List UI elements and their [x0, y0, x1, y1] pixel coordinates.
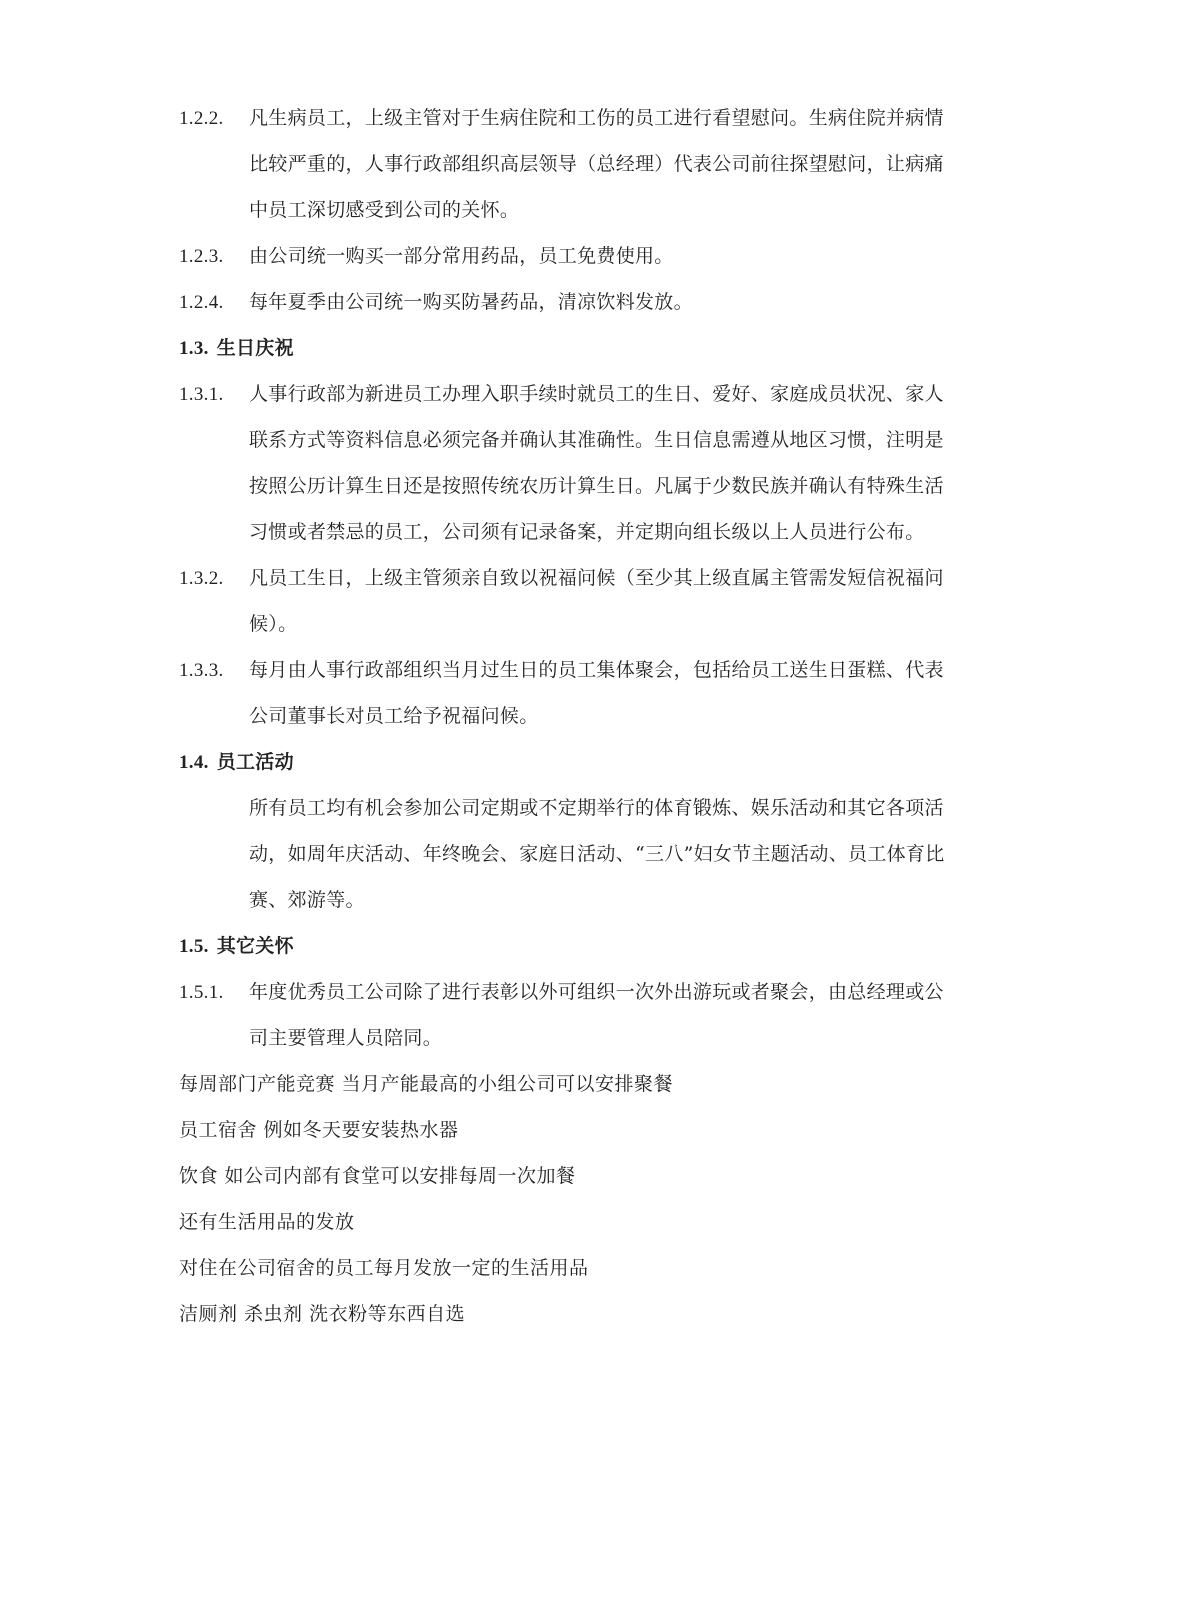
section-number: 1.3.: [179, 338, 209, 359]
item-1-3-1-line-4: 习惯或者禁忌的员工，公司须有记录备案，并定期向组长级以上人员进行公布。: [249, 521, 925, 543]
item-number: 1.2.4.: [179, 292, 224, 313]
item-1-3-1-line-2: 联系方式等资料信息必须完备并确认其准确性。生日信息需遵从地区习惯，注明是: [249, 429, 944, 451]
item-1-3-1-line-1: [179, 371, 1019, 417]
item-1-5-1-line-2: 司主要管理人员陪同。: [249, 1027, 443, 1049]
item-text: 凡员工生日，上级主管须亲自致以祝福问候（至少其上级直属主管需发短信祝福问: [249, 567, 944, 589]
section-heading-1-5: [179, 923, 1019, 969]
section-number: 1.4.: [179, 752, 209, 773]
item-number: 1.5.1.: [179, 982, 224, 1003]
item-1-3-1-line-3: 按照公历计算生日还是按照传统农历计算生日。凡属于少数民族并确认有特殊生活: [249, 475, 944, 497]
item-1-2-3-line-1: [179, 233, 1019, 279]
item-number: 1.2.3.: [179, 246, 224, 267]
section-heading-1-3: [179, 325, 1019, 371]
note-line: 洁厕剂 杀虫剂 洗衣粉等东西自选: [179, 1303, 466, 1325]
item-1-3-3-line-1: [179, 647, 1019, 693]
item-text: 每月由人事行政部组织当月过生日的员工集体聚会，包括给员工送生日蛋糕、代表: [249, 659, 944, 681]
note-line: 饮食 如公司内部有食堂可以安排每周一次加餐: [179, 1165, 576, 1187]
item-1-2-2-line-1: [179, 95, 1019, 141]
section-heading-1-4: [179, 739, 1019, 785]
item-1-3-2-line-1: [179, 555, 1019, 601]
note-line: 每周部门产能竞赛 当月产能最高的小组公司可以安排聚餐: [179, 1073, 674, 1095]
item-text: 每年夏季由公司统一购买防暑药品，清凉饮料发放。: [249, 291, 693, 313]
note-line: 员工宿舍 例如冬天要安装热水器: [179, 1119, 459, 1141]
item-1-2-2-line-2: 比较严重的，人事行政部组织高层领导（总经理）代表公司前往探望慰问，让病痛: [249, 153, 944, 175]
activities-paragraph-line-2: 动，如周年庆活动、年终晚会、家庭日活动、“三八”妇女节主题活动、员工体育比: [249, 843, 945, 865]
activities-paragraph-line-1: 所有员工均有机会参加公司定期或不定期举行的体育锻炼、娱乐活动和其它各项活: [249, 797, 944, 819]
item-text: 由公司统一购买一部分常用药品，员工免费使用。: [249, 245, 674, 267]
item-number: 1.3.3.: [179, 660, 224, 681]
section-number: 1.5.: [179, 936, 209, 957]
item-1-2-4-line-1: [179, 279, 1019, 325]
note-line: 对住在公司宿舍的员工每月发放一定的生活用品: [179, 1257, 589, 1279]
activities-paragraph-line-3: 赛、郊游等。: [249, 889, 365, 911]
section-title: 其它关怀: [216, 935, 294, 957]
item-number: 1.3.2.: [179, 568, 224, 589]
item-text: 凡生病员工，上级主管对于生病住院和工伤的员工进行看望慰问。生病住院并病情: [249, 107, 944, 129]
item-1-3-3-line-2: 公司董事长对员工给予祝福问候。: [249, 705, 539, 727]
item-number: 1.3.1.: [179, 384, 224, 405]
section-title: 员工活动: [216, 751, 294, 773]
note-line: 还有生活用品的发放: [179, 1211, 355, 1233]
item-text: 年度优秀员工公司除了进行表彰以外可组织一次外出游玩或者聚会，由总经理或公: [249, 981, 944, 1003]
item-number: 1.2.2.: [179, 108, 224, 129]
item-1-3-2-line-2: 候）。: [249, 613, 298, 635]
item-1-2-2-line-3: 中员工深切感受到公司的关怀。: [249, 199, 520, 221]
section-title: 生日庆祝: [216, 337, 294, 359]
item-1-5-1-line-1: [179, 969, 1019, 1015]
document-body: [179, 95, 1019, 1337]
item-text: 人事行政部为新进员工办理入职手续时就员工的生日、爱好、家庭成员状况、家人: [249, 383, 944, 405]
